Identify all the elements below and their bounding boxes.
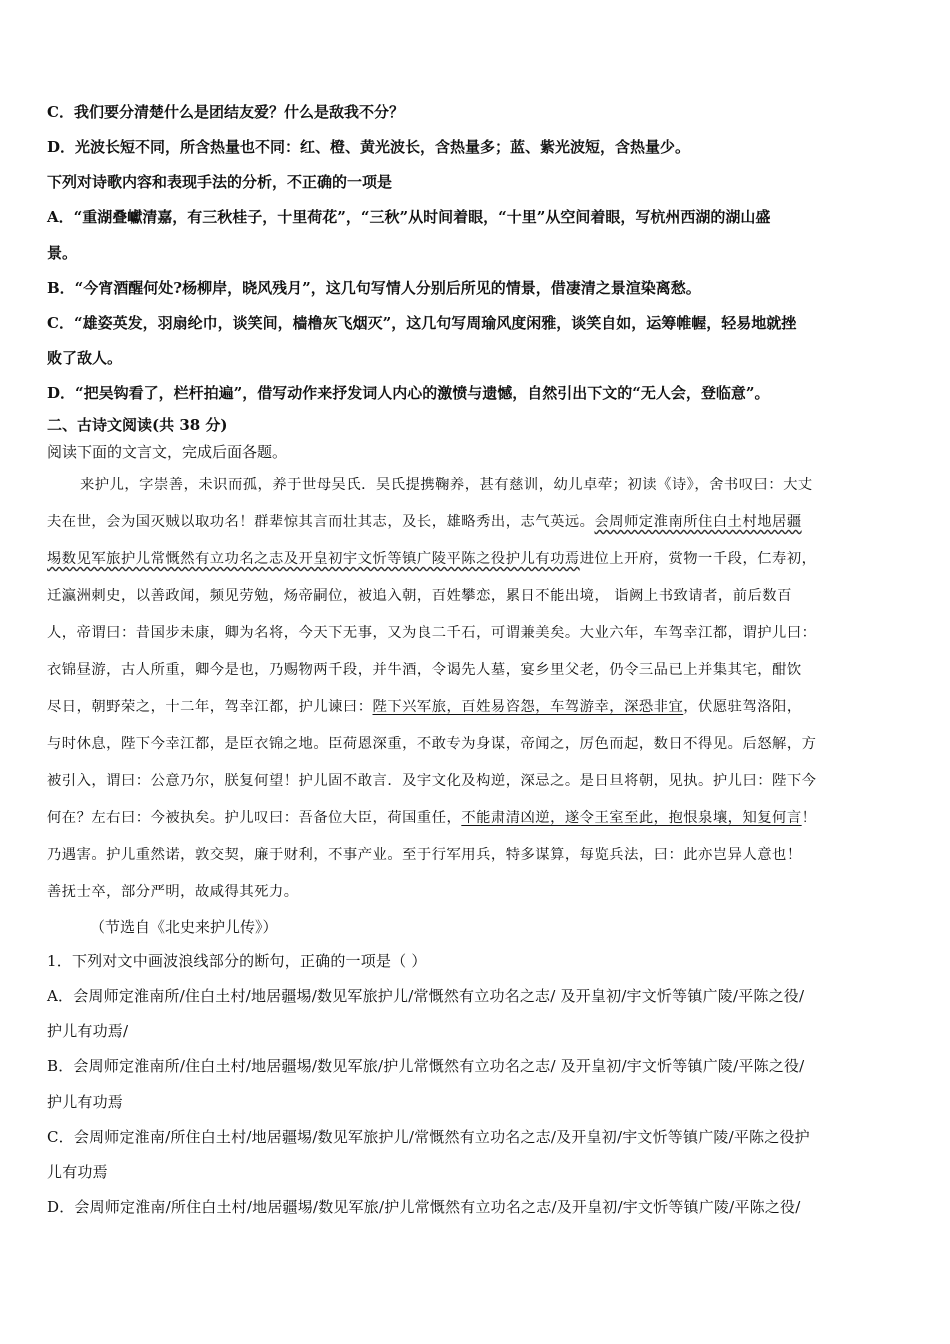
prev-option-c: C．我们要分清楚什么是团结友爱？什么是敌我不分？	[47, 103, 404, 121]
q1-option-b-line2: 护儿有功焉	[47, 1093, 124, 1111]
wavy-underlined-text: 埸数见军旅护儿常慨然有立功名之志及开皇初宇文忻等镇广陵平陈之役护儿有功焉	[47, 551, 580, 567]
passage-line-2	[47, 511, 802, 531]
passage-line-10	[47, 807, 816, 827]
passage-line-8: 与时休息，陛下今幸江都，是臣衣锦之地。臣荷恩深重，不敢专为身谋，帝闻之，厉色而起，数日不得见。后怒解，方	[47, 736, 817, 752]
q1-option-a-line2: 护儿有功焉/	[47, 1022, 129, 1040]
underlined-text: 陛下兴军旅，百姓易咨怨，车驾游幸，深恐非宜	[372, 699, 684, 715]
poem-option-c-line2: 败了敌人。	[47, 349, 123, 367]
underlined-text: 不能肃清凶逆，遂令王室至此，抱恨泉壤，知复何言	[461, 810, 802, 826]
passage-text: 进位上开府，赏物一千段，仁寿初，	[579, 551, 817, 567]
prev-option-d: D．光波长短不同，所含热量也不同：红、橙、黄光波长，含热量多；蓝、紫光波短，含热量少。	[47, 138, 691, 156]
poem-question-stem: 下列对诗歌内容和表现手法的分析，不正确的一项是	[47, 173, 393, 191]
poem-option-c-line1: C．“雄姿英发，羽扇纶巾，谈笑间，樯橹灰飞烟灭”，这几句写周瑜风度闲雅，谈笑自如，运筹帷幄，轻易地就挫	[47, 314, 797, 332]
passage-line-4: 迁瀛洲刺史，以善政闻，频见劳勉，炀帝嗣位，被追入朝，百姓攀恋，累日不能出境， 诣阙上书致请者，前后数百	[47, 588, 792, 604]
q1-stem: 1．下列对文中画波浪线部分的断句，正确的一项是（ ）	[47, 952, 427, 970]
passage-line-1: 来护儿，字崇善，未识而孤，养于世母吴氏．吴氏提携鞠养，甚有慈训，幼儿卓荦；初读《诗》，舍书叹曰：大丈	[80, 477, 813, 493]
passage-line-11: 乃遇害。护儿重然诺，敦交契，廉于财利，不事产业。至于行军用兵，特多谋算，每览兵法，曰：此亦岂异人意也！	[47, 847, 802, 863]
passage-line-6: 衣锦昼游，古人所重，卿今是也，乃赐物两千段，并牛酒，令谒先人墓，宴乡里父老，仍令三品已上并集其宅，酣饮	[47, 662, 802, 678]
wavy-underlined-text: 会周师定淮南所住白土村地居疆	[594, 514, 802, 530]
q1-option-b-line1: B．会周师定淮南所/住白土村/地居疆埸/数见军旅/护儿常慨然有立功名之志/ 及开皇初/宇文忻等镇广陵/平陈之役/	[47, 1057, 805, 1075]
q1-option-d-line1: D．会周师定淮南/所住白土村/地居疆埸/数见军旅/护儿常慨然有立功名之志/及开皇初/宇文忻等镇广陵/平陈之役/	[47, 1198, 801, 1216]
passage-text: 尽日，朝野荣之，十二年，驾幸江都，护儿谏曰：	[47, 699, 373, 715]
q1-option-c-line2: 儿有功焉	[47, 1163, 108, 1181]
poem-option-b: B．“今宵酒醒何处?杨柳岸，晓风残月”，这几句写情人分别后所见的情景，借凄清之景渲染离愁。	[47, 279, 701, 297]
passage-text: 何在？左右曰：今被执矣。护儿叹曰：吾备位大臣，荷国重任，	[47, 810, 462, 826]
passage-text: 夫在世，会为国灭贼以取功名！群辈惊其言而壮其志，及长，雄略秀出，志气英远。	[47, 514, 595, 530]
section-title: 二、古诗文阅读(共 38 分)	[47, 416, 228, 434]
passage-line-7	[47, 696, 802, 716]
q1-option-a-line1: A．会周师定淮南所/住白土村/地居疆埸/数见军旅护儿/常慨然有立功名之志/ 及开皇初/宇文忻等镇广陵/平陈之役/	[47, 987, 805, 1005]
passage-text: ，伏愿驻驾洛阳，	[683, 699, 802, 715]
passage-line-3	[47, 548, 816, 568]
passage-line-5: 人，帝谓曰：昔国步未康，卿为名将，今天下无事，又为良二千石，可谓兼美矣。大业六年，车驾幸江都，谓护儿曰：	[47, 625, 817, 641]
poem-option-a-line1: A．“重湖叠巘清嘉，有三秋桂子，十里荷花”，“三秋”从时间着眼，“十里”从空间着眼，写杭州西湖的湖山盛	[47, 208, 771, 226]
passage-line-12: 善抚士卒，部分严明，故咸得其死力。	[47, 884, 299, 900]
poem-option-a-line2: 景。	[47, 244, 78, 262]
poem-option-d: D．“把吴钩看了，栏杆拍遍”，借写动作来抒发词人内心的激愤与遗憾，自然引出下文的“无人会，登临意”。	[47, 384, 770, 402]
section-intro: 阅读下面的文言文，完成后面各题。	[47, 443, 288, 461]
passage-line-9: 被引入，谓曰：公意乃尔，朕复何望！护儿固不敢言．及宇文化及构逆，深忌之。是日旦将朝，见执。护儿曰：陛下今	[47, 773, 817, 789]
q1-option-c-line1: C．会周师定淮南/所住白土村/地居疆埸/数见军旅护儿/常慨然有立功名之志/及开皇初/宇文忻等镇广陵/平陈之役护	[47, 1128, 810, 1146]
passage-text: ！	[801, 810, 817, 826]
passage-source: （节选自《北史来护儿传》）	[90, 918, 278, 936]
